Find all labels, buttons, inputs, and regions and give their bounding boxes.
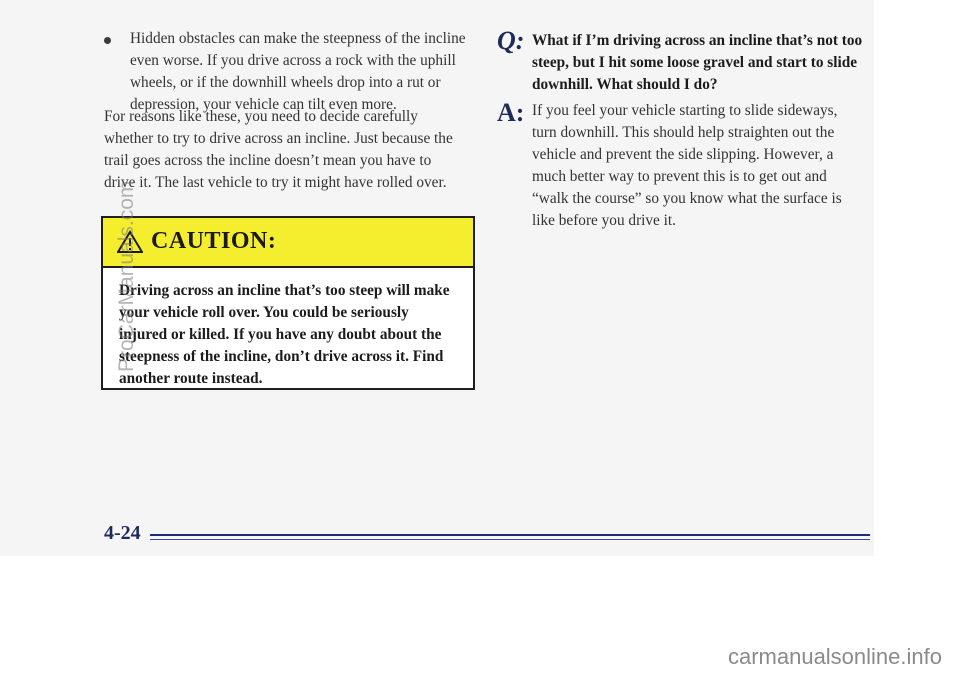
bullet-text: Hidden obstacles can make the steepness of the incline even worse. If you drive across a rock with the uphill wheels, or if the downhill wheels drop into a rut or depression, your vehicle can tilt even more.	[130, 30, 466, 113]
answer-label: A:	[497, 98, 525, 127]
caution-box	[101, 216, 475, 390]
question-text: What if I’m driving across an incline that’s not too steep, but I hit some loose gravel and start to slide downhill. What should I do?	[532, 32, 863, 93]
question-label: Q:	[497, 26, 525, 55]
caution-header	[103, 218, 473, 268]
page-number: 4-24	[104, 522, 141, 544]
incline-paragraph: For reasons like these, you need to decide carefully whether to try to drive across an incline. Just because the trail goes across the incline doesn’t mean you have to drive it. The last vehicle to try it might have rolled over.	[104, 108, 453, 191]
caution-title: CAUTION:	[151, 228, 277, 254]
caution-body: Driving across an incline that’s too steep will make your vehicle roll over. You could be seriously injured or killed. If you have any doubt about the steepness of the incline, don’t drive across it. Find another route instead.	[119, 282, 450, 387]
footer-site-link[interactable]: carmanualsonline.info	[727, 644, 942, 669]
bullet-dot-icon	[104, 37, 111, 44]
answer-text: If you feel your vehicle starting to slide sideways, turn downhill. This should help straighten out the vehicle and prevent the side slipping. However, a much better way to prevent this is to get out and “walk the course” so you know what the surface is like before you drive it.	[532, 102, 842, 229]
footer-rule-thin	[150, 539, 870, 540]
footer-rule	[150, 534, 870, 536]
watermark: ProCarManuals.com	[115, 180, 138, 372]
